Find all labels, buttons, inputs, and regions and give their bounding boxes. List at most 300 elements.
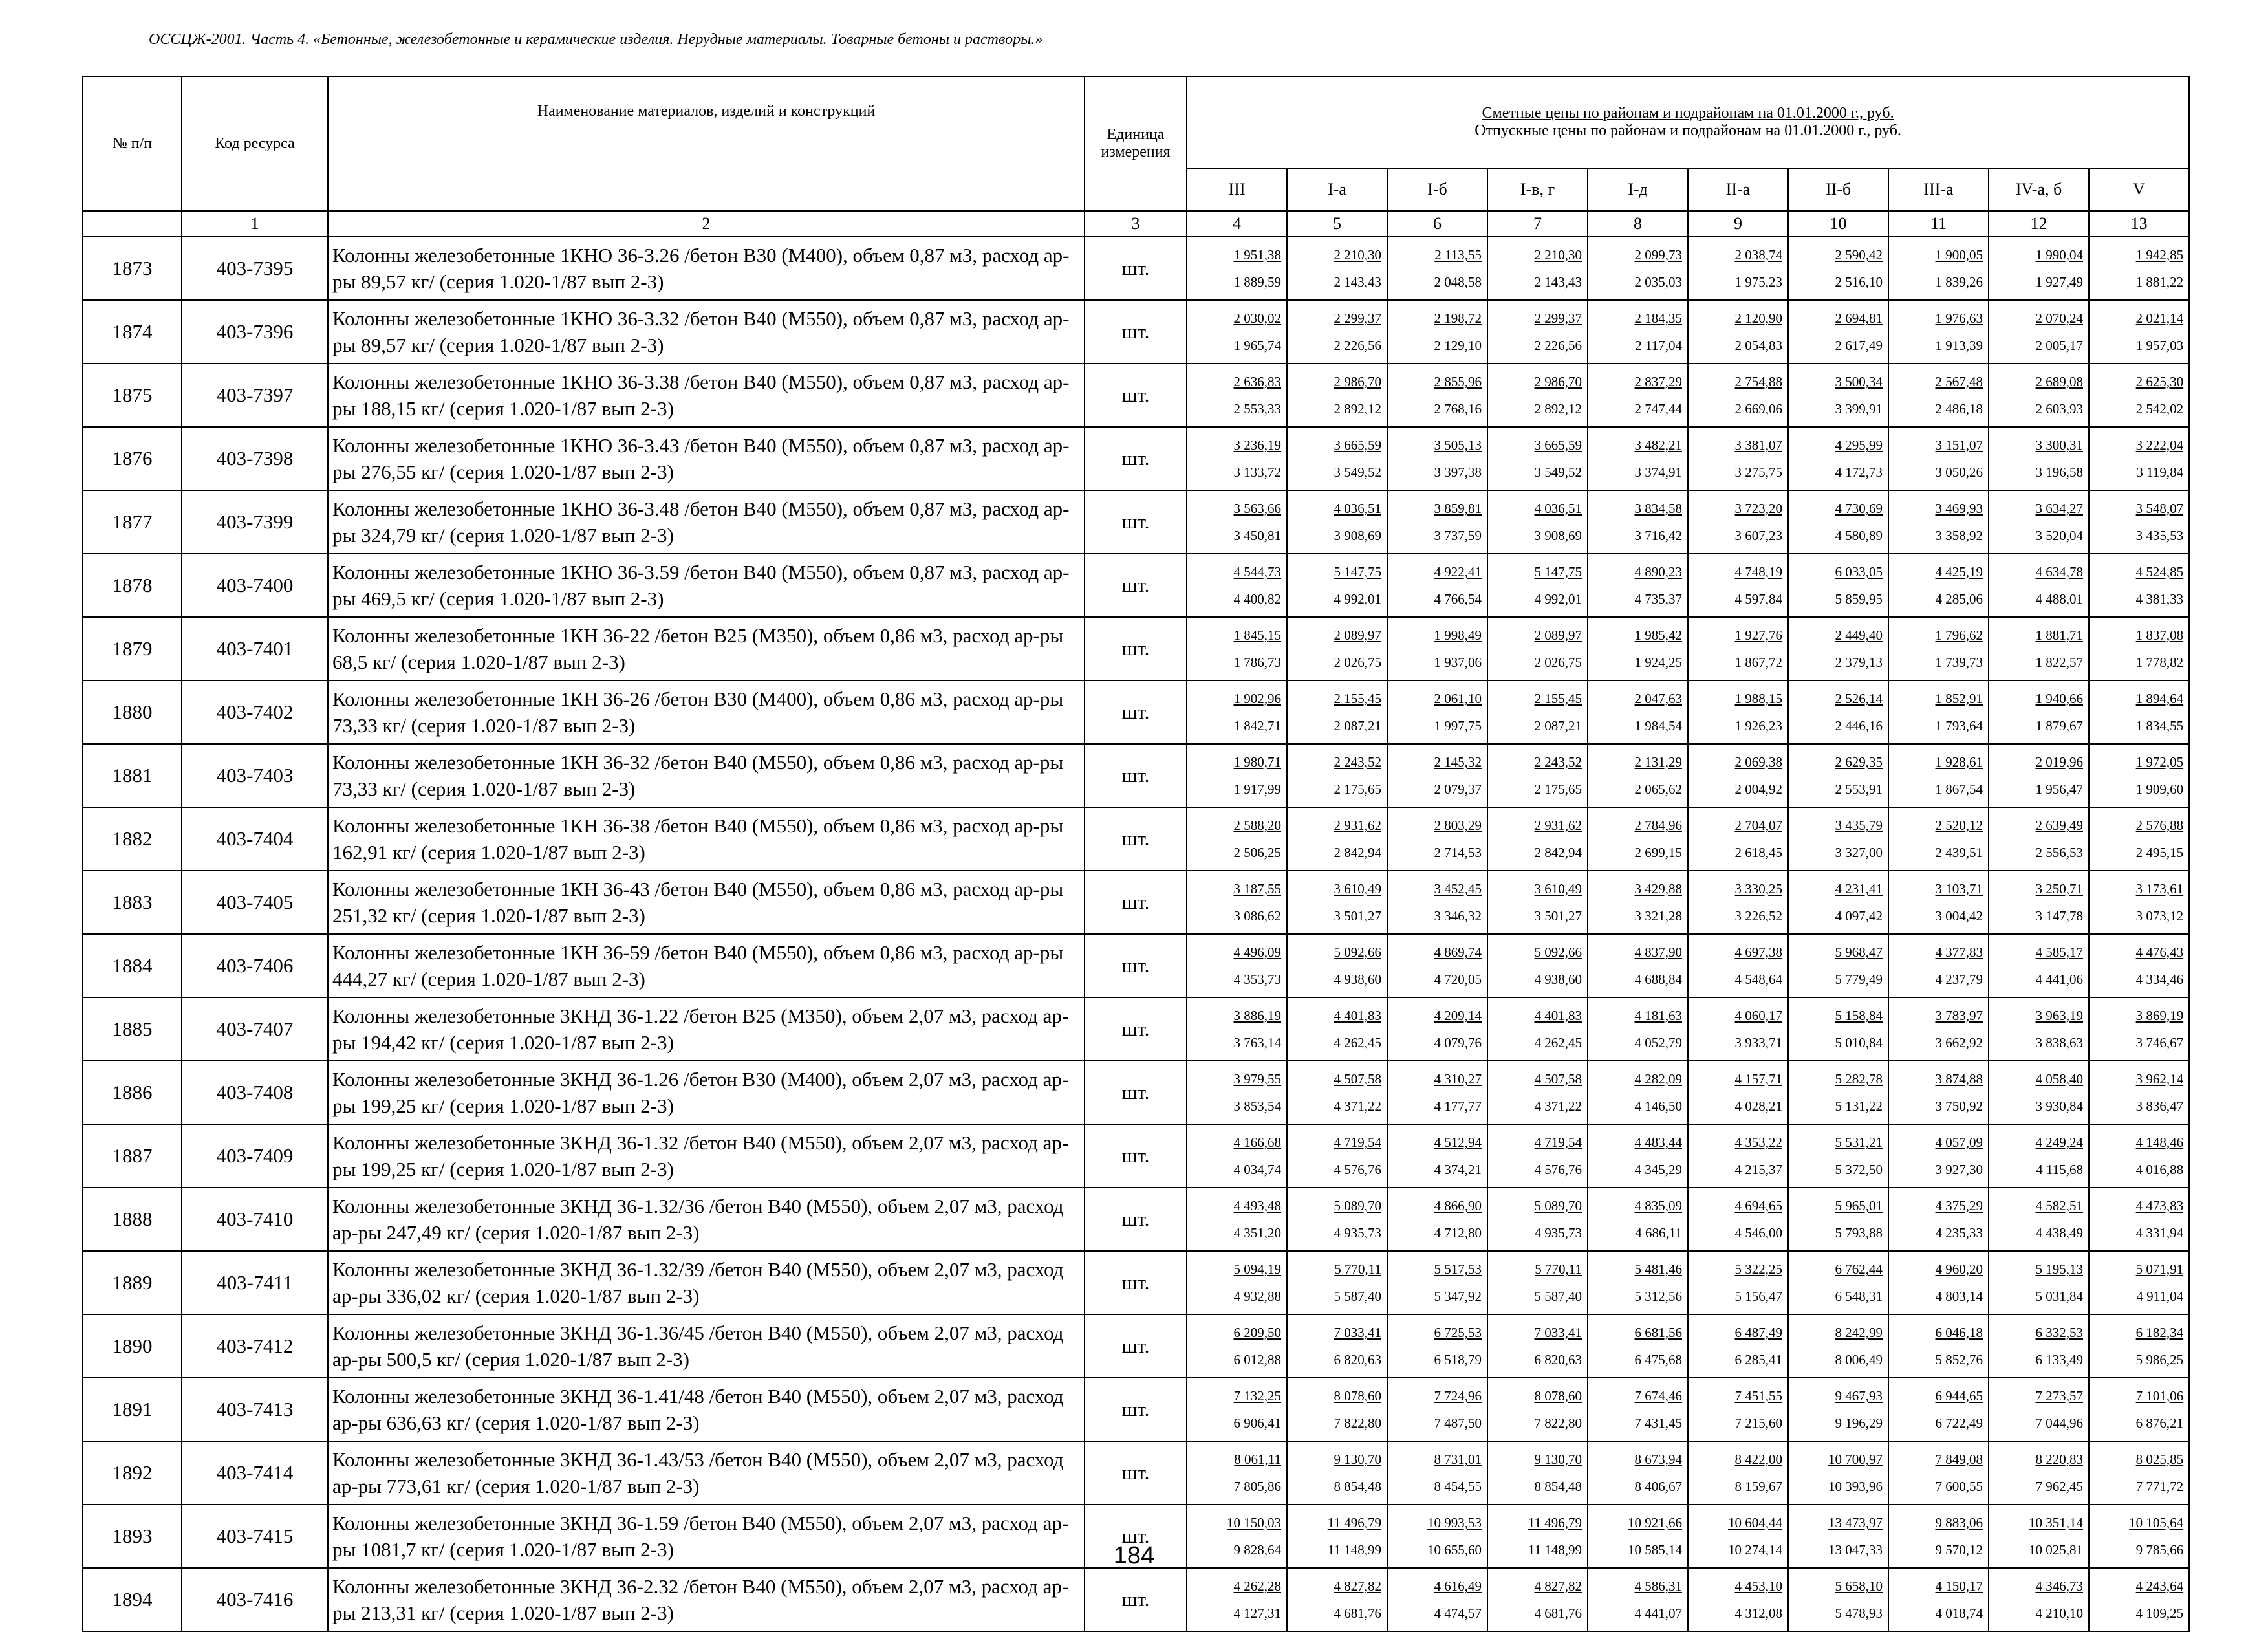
price-cell	[1888, 1568, 1989, 1631]
estimate-price: 8 078,60	[1534, 1388, 1582, 1404]
price-cell	[1788, 1441, 1888, 1505]
release-price: 3 838,63	[2035, 1035, 2083, 1050]
price-cell	[1187, 427, 1287, 490]
price-cell	[1187, 807, 1287, 871]
estimate-price: 5 092,66	[1534, 944, 1582, 960]
estimate-price: 4 148,46	[2135, 1135, 2184, 1150]
estimate-price: 3 886,19	[1233, 1008, 1281, 1023]
price-cell	[1989, 1568, 2089, 1631]
resource-code: 403-7405	[182, 871, 328, 934]
estimate-price: 4 869,74	[1434, 944, 1482, 960]
column-index: 3	[1085, 211, 1187, 237]
unit: шт.	[1085, 1188, 1187, 1251]
release-price: 1 739,73	[1935, 655, 1983, 670]
release-price: 1 867,72	[1734, 655, 1782, 670]
estimate-price: 5 517,53	[1434, 1261, 1482, 1277]
estimate-price: 3 610,49	[1334, 881, 1381, 897]
estimate-price: 3 859,81	[1434, 501, 1482, 516]
estimate-price: 2 986,70	[1334, 374, 1381, 389]
price-cell	[1588, 1251, 1688, 1314]
price-cell	[2089, 680, 2189, 744]
release-price: 2 768,16	[1434, 401, 1482, 417]
release-price: 3 662,92	[1935, 1035, 1983, 1050]
price-cell	[1287, 1251, 1387, 1314]
release-price: 4 215,37	[1734, 1162, 1782, 1177]
release-price: 3 520,04	[2035, 528, 2083, 543]
release-price: 3 750,92	[1935, 1098, 1983, 1114]
price-cell	[1588, 427, 1688, 490]
estimate-price: 3 469,93	[1935, 501, 1983, 516]
price-cell	[1187, 934, 1287, 997]
release-price: 6 722,49	[1935, 1415, 1983, 1431]
price-cell	[1287, 1061, 1387, 1124]
estimate-price: 4 890,23	[1634, 564, 1682, 580]
release-price: 2 439,51	[1935, 845, 1983, 860]
release-price: 10 655,60	[1427, 1542, 1482, 1558]
estimate-price: 2 931,62	[1534, 818, 1582, 833]
release-price: 6 012,88	[1233, 1352, 1281, 1367]
release-price: 5 010,84	[1835, 1035, 1883, 1050]
release-price: 9 828,64	[1233, 1542, 1281, 1558]
estimate-price: 2 131,29	[1634, 754, 1682, 770]
estimate-price: 6 182,34	[2135, 1325, 2184, 1340]
table-row	[83, 1188, 2189, 1251]
release-price: 2 054,83	[1734, 338, 1782, 353]
release-price: 2 842,94	[1334, 845, 1381, 860]
release-price: 7 962,45	[2035, 1479, 2083, 1494]
price-cell	[1588, 1188, 1688, 1251]
release-price: 4 115,68	[2036, 1162, 2083, 1177]
price-cell	[1187, 237, 1287, 300]
estimate-price: 4 036,51	[1334, 501, 1381, 516]
estimate-price: 11 496,79	[1528, 1515, 1582, 1530]
estimate-price: 9 130,70	[1334, 1452, 1381, 1467]
price-cell	[1287, 871, 1387, 934]
price-cell	[1187, 1568, 1287, 1631]
estimate-price: 4 150,17	[1935, 1578, 1983, 1594]
release-price: 4 312,08	[1734, 1605, 1782, 1621]
release-price: 4 400,82	[1233, 591, 1281, 607]
estimate-price: 4 493,48	[1233, 1198, 1281, 1213]
release-price: 2 892,12	[1334, 401, 1381, 417]
estimate-price: 2 089,97	[1334, 627, 1381, 643]
price-cell	[1487, 364, 1588, 427]
estimate-price: 3 962,14	[2135, 1071, 2184, 1087]
resource-code: 403-7401	[182, 617, 328, 680]
price-cell	[1888, 554, 1989, 617]
estimate-price: 1 988,15	[1734, 691, 1782, 706]
price-cell	[1287, 1188, 1387, 1251]
release-price: 2 175,65	[1534, 781, 1582, 797]
estimate-price: 1 972,05	[2135, 754, 2184, 770]
column-index: 7	[1487, 211, 1588, 237]
estimate-price: 3 665,59	[1334, 437, 1381, 453]
release-price: 4 374,21	[1434, 1162, 1482, 1177]
price-cell	[1688, 1061, 1788, 1124]
estimate-price: 1 985,42	[1634, 627, 1682, 643]
price-cell	[1487, 490, 1588, 554]
estimate-price: 2 047,63	[1634, 691, 1682, 706]
release-price: 3 933,71	[1734, 1035, 1782, 1050]
estimate-price: 3 151,07	[1935, 437, 1983, 453]
price-cell	[1788, 300, 1888, 364]
release-price: 1 926,23	[1734, 718, 1782, 734]
price-cell	[1888, 807, 1989, 871]
release-price: 2 506,25	[1233, 845, 1281, 860]
release-price: 4 262,45	[1334, 1035, 1381, 1050]
price-cell	[1287, 1124, 1387, 1188]
release-price: 6 285,41	[1734, 1352, 1782, 1367]
release-price: 2 556,53	[2035, 845, 2083, 860]
price-cell	[1588, 300, 1688, 364]
estimate-price: 4 057,09	[1935, 1135, 1983, 1150]
region-header: III	[1187, 168, 1287, 211]
estimate-price: 6 725,53	[1434, 1325, 1482, 1340]
price-cell	[1788, 744, 1888, 807]
release-price: 4 016,88	[2135, 1162, 2184, 1177]
estimate-price: 2 520,12	[1935, 818, 1983, 833]
estimate-price: 2 625,30	[2135, 374, 2184, 389]
row-number: 1875	[83, 364, 182, 427]
item-name: Колонны железобетонные 3КНД 36-1.59 /бетон В40 (М550), объем 2,07 м3, расход ар-ры 1081,7 кг/ (серия 1.020-1/87 вып 2-3)	[328, 1505, 1085, 1568]
release-price: 7 215,60	[1734, 1415, 1782, 1431]
release-price: 4 474,57	[1434, 1605, 1482, 1621]
price-cell	[1788, 237, 1888, 300]
price-cell	[1588, 934, 1688, 997]
release-price: 6 133,49	[2035, 1352, 2083, 1367]
header-name: Наименование материалов, изделий и конструкций	[328, 76, 1085, 211]
release-price: 1 881,22	[2135, 274, 2184, 290]
price-cell	[1287, 490, 1387, 554]
price-cell	[2089, 1188, 2189, 1251]
column-index: 2	[328, 211, 1085, 237]
estimate-price: 3 381,07	[1734, 437, 1782, 453]
estimate-price: 7 101,06	[2135, 1388, 2184, 1404]
release-price: 4 028,21	[1734, 1098, 1782, 1114]
release-price: 4 109,25	[2135, 1605, 2184, 1621]
estimate-price: 4 310,27	[1434, 1071, 1482, 1087]
estimate-price: 4 231,41	[1835, 881, 1883, 897]
region-header: IV-а, б	[1989, 168, 2089, 211]
price-cell	[1487, 1378, 1588, 1441]
resource-code: 403-7407	[182, 997, 328, 1061]
estimate-price: 2 299,37	[1534, 310, 1582, 326]
header-price-line1: Сметные цены по районам и подрайонам на 01.01.2000 г., руб.	[1482, 105, 1894, 122]
price-cell	[1688, 300, 1788, 364]
release-price: 1 834,55	[2135, 718, 2184, 734]
item-name: Колонны железобетонные 1КН 36-38 /бетон В40 (М550), объем 0,86 м3, расход ар-ры 162,91 кг/ (серия 1.020-1/87 вып 2-3)	[328, 807, 1085, 871]
release-price: 5 779,49	[1835, 972, 1883, 987]
table-row	[83, 680, 2189, 744]
resource-code: 403-7411	[182, 1251, 328, 1314]
item-name: Колонны железобетонные 1КНО 36-3.38 /бетон В40 (М550), объем 0,87 м3, расход ар-ры 188,15 кг/ (серия 1.020-1/87 вып 2-3)	[328, 364, 1085, 427]
estimate-price: 2 210,30	[1334, 247, 1381, 263]
release-price: 2 175,65	[1334, 781, 1381, 797]
price-cell	[1588, 237, 1688, 300]
price-cell	[2089, 554, 2189, 617]
price-cell	[1487, 934, 1588, 997]
item-name: Колонны железобетонные 3КНД 36-1.43/53 /бетон В40 (М550), объем 2,07 м3, расход ар-ры 773,61 кг/ (серия 1.020-1/87 вып 2-3)	[328, 1441, 1085, 1505]
release-price: 3 358,92	[1935, 528, 1983, 543]
release-price: 3 086,62	[1233, 908, 1281, 924]
release-price: 3 853,54	[1233, 1098, 1281, 1114]
document-header: ОССЦЖ-2001. Часть 4. «Бетонные, железобетонные и керамические изделия. Нерудные материалы. Товарные бетоны и растворы.»	[149, 31, 1043, 48]
price-cell	[1387, 934, 1487, 997]
estimate-price: 4 922,41	[1434, 564, 1482, 580]
estimate-price: 4 496,09	[1233, 944, 1281, 960]
price-cell	[1688, 617, 1788, 680]
release-price: 1 937,06	[1434, 655, 1482, 670]
price-cell	[1688, 1378, 1788, 1441]
release-price: 7 487,50	[1434, 1415, 1482, 1431]
estimate-price: 4 425,19	[1935, 564, 1983, 580]
price-cell	[1989, 1314, 2089, 1378]
price-cell	[1387, 1188, 1487, 1251]
estimate-price: 3 173,61	[2135, 881, 2184, 897]
price-cell	[2089, 1124, 2189, 1188]
release-price: 2 117,04	[1635, 338, 1682, 353]
estimate-price: 3 435,79	[1835, 818, 1883, 833]
price-cell	[1588, 1314, 1688, 1378]
unit: шт.	[1085, 1061, 1187, 1124]
price-cell	[1287, 1441, 1387, 1505]
price-cell	[1487, 300, 1588, 364]
release-price: 4 381,33	[2135, 591, 2184, 607]
release-price: 3 836,47	[2135, 1098, 2184, 1114]
estimate-price: 3 563,66	[1233, 501, 1281, 516]
resource-code: 403-7396	[182, 300, 328, 364]
estimate-price: 4 524,85	[2135, 564, 2184, 580]
release-price: 4 803,14	[1935, 1289, 1983, 1304]
region-header: III-а	[1888, 168, 1989, 211]
price-cell	[1588, 490, 1688, 554]
estimate-price: 10 921,66	[1628, 1515, 1682, 1530]
release-price: 4 146,50	[1634, 1098, 1682, 1114]
estimate-price: 10 150,03	[1227, 1515, 1281, 1530]
price-cell	[1387, 617, 1487, 680]
price-cell	[1187, 617, 1287, 680]
price-cell	[1788, 554, 1888, 617]
release-price: 2 379,13	[1835, 655, 1883, 670]
unit: шт.	[1085, 300, 1187, 364]
price-cell	[1888, 1188, 1989, 1251]
estimate-price: 2 113,55	[1434, 247, 1482, 263]
item-name: Колонны железобетонные 3КНД 36-1.26 /бетон В30 (М400), объем 2,07 м3, расход ар-ры 199,25 кг/ (серия 1.020-1/87 вып 2-3)	[328, 1061, 1085, 1124]
release-price: 3 927,30	[1935, 1162, 1983, 1177]
region-header: V	[2089, 168, 2189, 211]
release-price: 4 438,49	[2035, 1225, 2083, 1241]
estimate-price: 11 496,79	[1327, 1515, 1381, 1530]
price-cell	[1487, 1568, 1588, 1631]
table-row	[83, 1378, 2189, 1441]
release-price: 4 766,54	[1434, 591, 1482, 607]
estimate-price: 7 724,96	[1434, 1388, 1482, 1404]
estimate-price: 2 567,48	[1935, 374, 1983, 389]
release-price: 4 735,37	[1634, 591, 1682, 607]
row-number: 1877	[83, 490, 182, 554]
price-cell	[1888, 364, 1989, 427]
price-cell	[1487, 1251, 1588, 1314]
resource-code: 403-7410	[182, 1188, 328, 1251]
table-row	[83, 1061, 2189, 1124]
release-price: 4 992,01	[1534, 591, 1582, 607]
price-cell	[1788, 617, 1888, 680]
estimate-price: 4 483,44	[1634, 1135, 1682, 1150]
estimate-price: 2 784,96	[1634, 818, 1682, 833]
estimate-price: 2 576,88	[2135, 818, 2184, 833]
price-cell	[1688, 1314, 1788, 1378]
table-row	[83, 807, 2189, 871]
estimate-price: 10 604,44	[1728, 1515, 1782, 1530]
row-number: 1891	[83, 1378, 182, 1441]
estimate-price: 4 282,09	[1634, 1071, 1682, 1087]
estimate-price: 5 147,75	[1534, 564, 1582, 580]
estimate-price: 5 089,70	[1334, 1198, 1381, 1213]
price-cell	[2089, 997, 2189, 1061]
resource-code: 403-7415	[182, 1505, 328, 1568]
release-price: 3 737,59	[1434, 528, 1482, 543]
release-price: 4 331,94	[2135, 1225, 2184, 1241]
price-cell	[1588, 1441, 1688, 1505]
price-cell	[1387, 807, 1487, 871]
price-cell	[1788, 364, 1888, 427]
release-price: 4 720,05	[1434, 972, 1482, 987]
price-cell	[1588, 744, 1688, 807]
price-cell	[1989, 237, 2089, 300]
price-cell	[1287, 364, 1387, 427]
release-price: 6 820,63	[1334, 1352, 1381, 1367]
table-body	[83, 237, 2189, 1631]
unit: шт.	[1085, 1505, 1187, 1568]
release-price: 3 275,75	[1734, 464, 1782, 480]
release-price: 6 475,68	[1634, 1352, 1682, 1367]
unit: шт.	[1085, 1251, 1187, 1314]
release-price: 4 172,73	[1835, 464, 1883, 480]
item-name: Колонны железобетонные 3КНД 36-1.32/36 /бетон В40 (М550), объем 2,07 м3, расход ар-ры 247,49 кг/ (серия 1.020-1/87 вып 2-3)	[328, 1188, 1085, 1251]
estimate-price: 7 273,57	[2035, 1388, 2083, 1404]
estimate-price: 3 300,31	[2035, 437, 2083, 453]
estimate-price: 5 481,46	[1634, 1261, 1682, 1277]
release-price: 4 932,88	[1233, 1289, 1281, 1304]
region-header: II-б	[1788, 168, 1888, 211]
page-number: 184	[1113, 1542, 1155, 1569]
release-price: 5 587,40	[1334, 1289, 1381, 1304]
release-price: 2 603,93	[2035, 401, 2083, 417]
release-price: 1 909,60	[2135, 781, 2184, 797]
price-cell	[1788, 1251, 1888, 1314]
price-cell	[1187, 1314, 1287, 1378]
price-cell	[1588, 364, 1688, 427]
estimate-price: 4 375,29	[1935, 1198, 1983, 1213]
release-price: 3 908,69	[1334, 528, 1381, 543]
release-price: 1 956,47	[2035, 781, 2083, 797]
column-index-row	[83, 211, 2189, 237]
price-cell	[1788, 1124, 1888, 1188]
price-cell	[1788, 1378, 1888, 1441]
release-price: 5 131,22	[1835, 1098, 1883, 1114]
release-price: 11 148,99	[1528, 1542, 1582, 1558]
estimate-price: 1 900,05	[1935, 247, 1983, 263]
release-price: 4 351,20	[1233, 1225, 1281, 1241]
estimate-price: 3 330,25	[1734, 881, 1782, 897]
estimate-price: 1 990,04	[2035, 247, 2083, 263]
estimate-price: 7 674,46	[1634, 1388, 1682, 1404]
estimate-price: 6 332,53	[2035, 1325, 2083, 1340]
estimate-price: 4 453,10	[1734, 1578, 1782, 1594]
estimate-price: 4 585,17	[2035, 944, 2083, 960]
price-cell	[1387, 680, 1487, 744]
price-cell	[1487, 807, 1588, 871]
release-price: 2 486,18	[1935, 401, 1983, 417]
price-cell	[1187, 1251, 1287, 1314]
estimate-price: 3 429,88	[1634, 881, 1682, 897]
price-cell	[1187, 1124, 1287, 1188]
price-cell	[1688, 807, 1788, 871]
header-unit: Единица измерения	[1085, 76, 1187, 211]
release-price: 2 048,58	[1434, 274, 1482, 290]
price-cell	[1989, 617, 2089, 680]
release-price: 7 822,80	[1534, 1415, 1582, 1431]
resource-code: 403-7409	[182, 1124, 328, 1188]
row-number: 1881	[83, 744, 182, 807]
estimate-price: 4 827,82	[1334, 1578, 1381, 1594]
resource-code: 403-7408	[182, 1061, 328, 1124]
item-name: Колонны железобетонные 1КН 36-43 /бетон В40 (М550), объем 0,86 м3, расход ар-ры 251,32 кг/ (серия 1.020-1/87 вып 2-3)	[328, 871, 1085, 934]
column-index: 8	[1588, 211, 1688, 237]
column-index: 5	[1287, 211, 1387, 237]
estimate-price: 2 019,96	[2035, 754, 2083, 770]
estimate-price: 4 507,58	[1334, 1071, 1381, 1087]
price-cell	[1487, 554, 1588, 617]
price-cell	[1788, 1061, 1888, 1124]
row-number: 1878	[83, 554, 182, 617]
price-cell	[1387, 237, 1487, 300]
item-name: Колонны железобетонные 3КНД 36-1.32/39 /бетон В40 (М550), объем 2,07 м3, расход ар-ры 336,02 кг/ (серия 1.020-1/87 вып 2-3)	[328, 1251, 1085, 1314]
price-cell	[1688, 680, 1788, 744]
estimate-price: 2 449,40	[1835, 627, 1883, 643]
release-price: 8 006,49	[1835, 1352, 1883, 1367]
release-price: 1 913,39	[1935, 338, 1983, 353]
release-price: 3 327,00	[1835, 845, 1883, 860]
release-price: 10 585,14	[1628, 1542, 1682, 1558]
release-price: 1 984,54	[1634, 718, 1682, 734]
row-number: 1893	[83, 1505, 182, 1568]
release-price: 2 446,16	[1835, 718, 1883, 734]
price-cell	[1187, 1378, 1287, 1441]
table-row	[83, 364, 2189, 427]
release-price: 3 501,27	[1334, 908, 1381, 924]
release-price: 8 854,48	[1534, 1479, 1582, 1494]
row-number: 1883	[83, 871, 182, 934]
estimate-price: 2 629,35	[1835, 754, 1883, 770]
release-price: 10 025,81	[2029, 1542, 2083, 1558]
price-cell	[1788, 871, 1888, 934]
estimate-price: 1 951,38	[1233, 247, 1281, 263]
release-price: 1 793,64	[1935, 718, 1983, 734]
release-price: 5 031,84	[2035, 1289, 2083, 1304]
estimate-price: 4 837,90	[1634, 944, 1682, 960]
header-code: Код ресурса	[182, 76, 328, 211]
release-price: 2 516,10	[1835, 274, 1883, 290]
estimate-price: 5 147,75	[1334, 564, 1381, 580]
resource-code: 403-7395	[182, 237, 328, 300]
release-price: 4 441,06	[2035, 972, 2083, 987]
price-cell	[1287, 237, 1387, 300]
header-num: № п/п	[83, 76, 182, 211]
column-index: 1	[182, 211, 328, 237]
estimate-price: 7 849,08	[1935, 1452, 1983, 1467]
estimate-price: 5 195,13	[2035, 1261, 2083, 1277]
